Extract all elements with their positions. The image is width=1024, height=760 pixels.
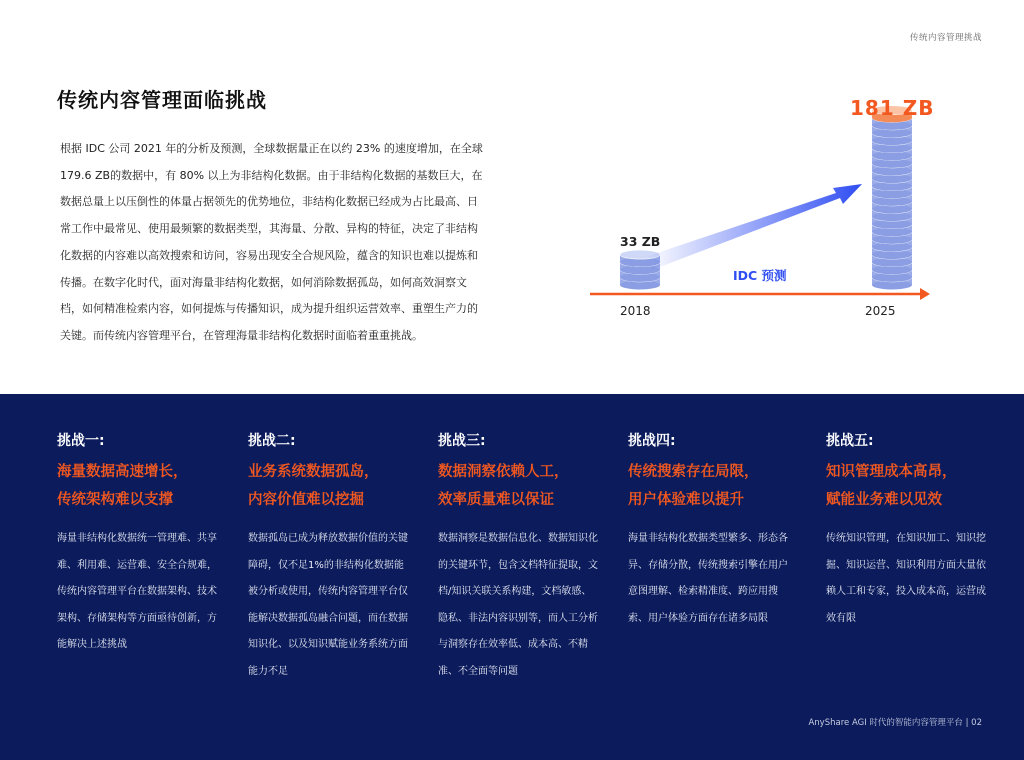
page-footer: AnyShare AGI 时代的智能内容管理平台 | 02 — [808, 718, 982, 728]
data-growth-chart — [590, 92, 950, 332]
challenge-number: 挑战二: — [248, 433, 296, 449]
challenge-body: 数据洞察是数据信息化、数据知识化的关键环节，包含文档特征提取，文档/知识关联关系构建，文档敏感、隐私、非法内容识别等，而人工分析与洞察存在效率低、成本高、不精准、不全面等问题 — [438, 533, 598, 677]
challenge-title-line2: 内容价值难以挖掘 — [248, 492, 364, 508]
challenge-title-line2: 效率质量难以保证 — [438, 492, 554, 508]
running-header: 传统内容管理挑战 — [909, 33, 982, 43]
axis-arrowhead — [920, 288, 930, 300]
challenge-title-line1: 海量数据高速增长， — [57, 464, 188, 480]
challenge-3 — [438, 430, 608, 677]
forecast-annotation: IDC 预测 — [733, 268, 787, 283]
challenge-title-line1: 业务系统数据孤岛， — [248, 464, 379, 480]
page-title: 传统内容管理面临挑战 — [57, 88, 267, 112]
challenge-number: 挑战一: — [57, 433, 105, 449]
challenge-title-line2: 赋能业务难以见效 — [826, 492, 942, 508]
challenge-title-line1: 知识管理成本高昂， — [826, 464, 957, 480]
challenge-title-line2: 用户体验难以提升 — [628, 492, 744, 508]
challenge-number: 挑战三: — [438, 433, 486, 449]
challenge-1 — [57, 430, 227, 650]
challenge-body: 传统知识管理，在知识加工、知识挖掘、知识运营、知识利用方面大量依赖人工和专家，投入成本高，运营成效有限 — [826, 533, 986, 624]
challenge-2 — [248, 430, 418, 677]
challenge-number: 挑战五: — [826, 433, 874, 449]
intro-paragraph: 根据 IDC 公司 2021 年的分析及预测，全球数据量正在以约 23% 的速度增加，在全球 179.6 ZB的数据中，有 80% 以上为非结构化数据。由于非结构化数据的基数巨大，在数据总量上以压倒性的体量占据领先的优势地位，非结构化数据已经成为占比最高、日常工作中最常见、使用最频繁的数据类型，其海量、分散、异构的特征，决定了非结构化数据的内容难以高效搜索和访问，容易出现安全合规风险，蕴含的知识也难以提炼和传播。在数字化时代，面对海量非结构化数据，如何消除数据孤岛，如何高效洞察文档，如何精准检索内容，如何提炼与传播知识，成为提升组织运营效率、重塑生产力的关键。而传统内容管理平台，在管理海量非结构化数据时面临着重重挑战。 — [60, 142, 483, 342]
challenge-title-line1: 数据洞察依赖人工， — [438, 464, 569, 480]
year-label-2018: 2018 — [620, 304, 651, 318]
challenge-4 — [628, 430, 798, 624]
challenge-title-line2: 传统架构难以支撑 — [57, 492, 173, 508]
challenge-5 — [826, 430, 996, 624]
chart-graphic — [590, 92, 950, 332]
value-label-2018: 33 ZB — [620, 234, 661, 249]
challenge-number: 挑战四: — [628, 433, 676, 449]
challenge-body: 数据孤岛已成为释放数据价值的关键障碍，仅不足1%的非结构化数据能被分析或使用，传统内容管理平台仅能解决数据孤岛融合问题，而在数据知识化、以及知识赋能业务系统方面能力不足 — [248, 533, 408, 677]
growth-arrow — [645, 184, 862, 270]
challenge-title-line1: 传统搜索存在局限， — [628, 464, 759, 480]
challenge-body: 海量非结构化数据统一管理难、共享难、利用难、运营难、安全合规难，传统内容管理平台在数据架构、技术架构、存储架构等方面亟待创新，方能解决上述挑战 — [57, 533, 217, 650]
year-label-2025: 2025 — [865, 304, 896, 318]
value-label-2025: 181 ZB — [850, 96, 935, 120]
challenge-body: 海量非结构化数据类型繁多、形态各异、存储分散，传统搜索引擎在用户意图理解、检索精准度、跨应用搜索、用户体验方面存在诸多局限 — [628, 533, 788, 624]
bar-2025 — [872, 106, 912, 290]
